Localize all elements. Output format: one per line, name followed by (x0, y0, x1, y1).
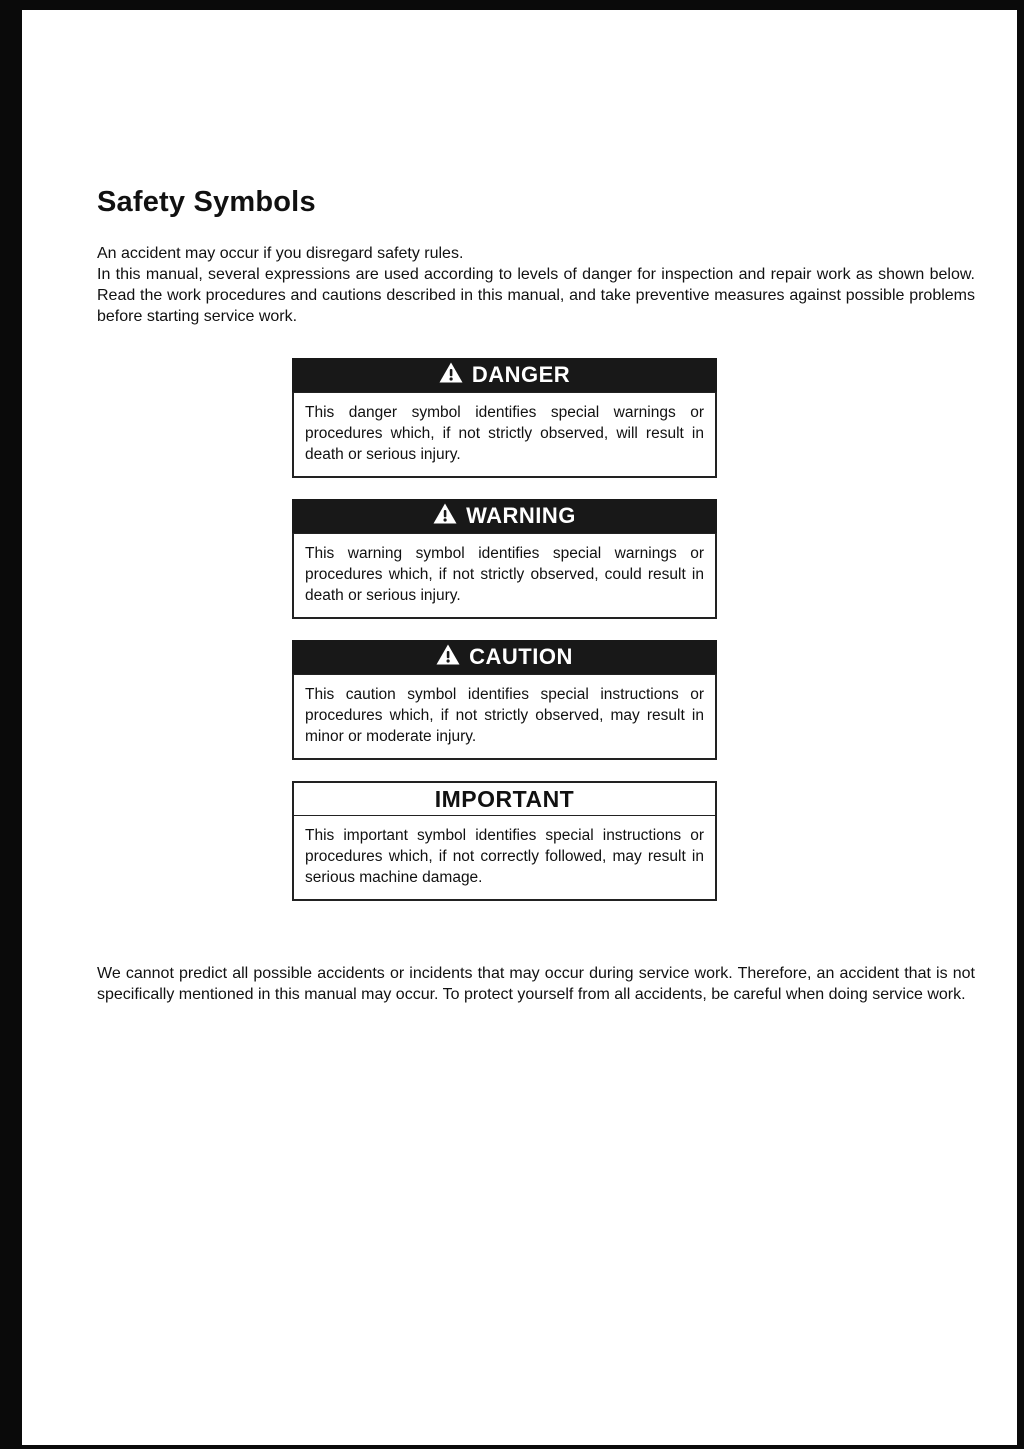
page-edge-bottom (0, 1445, 1024, 1449)
intro-line-1: An accident may occur if you disregard safety rules. (97, 245, 464, 262)
warning-triangle-icon (439, 362, 463, 389)
page-edge-right (1017, 0, 1024, 1449)
warning-sign-header (292, 499, 717, 533)
warning-sign-body: This warning symbol identifies special warnings or procedures which, if not strictly observed, could result in death or serious injury. (292, 533, 717, 619)
caution-sign-body: This caution symbol identifies special instructions or procedures which, if not strictly observed, may result in minor or moderate injury. (292, 674, 717, 760)
danger-sign-body: This danger symbol identifies special warnings or procedures which, if not strictly observed, will result in death or serious injury. (292, 392, 717, 478)
important-sign-header (292, 781, 717, 815)
important-sign-box (292, 781, 717, 901)
important-sign-body: This important symbol identifies special instructions or procedures which, if not correctly followed, may result in serious machine damage. (292, 815, 717, 901)
warning-sign-title: WARNING (466, 503, 576, 528)
caution-sign-box (292, 640, 717, 760)
danger-sign-header (292, 358, 717, 392)
intro-paragraph (97, 243, 975, 327)
page-content (97, 0, 975, 1005)
important-sign-title: IMPORTANT (434, 785, 575, 812)
page-edge-left (0, 0, 22, 1449)
closing-paragraph: We cannot predict all possible accidents or incidents that may occur during service work. Therefore, an accident that is not specifically mentioned in this manual may occur. To protect yourself from all accidents, be careful when doing service work. (97, 965, 975, 1003)
safety-sign-list (292, 358, 717, 901)
intro-line-2: In this manual, several expressions are used according to levels of danger for inspection and repair work as shown below. Read the work procedures and cautions described in this manual, and take preventive measures against possible problems before starting service work. (97, 266, 975, 325)
danger-sign-box (292, 358, 717, 478)
danger-sign-title: DANGER (471, 362, 571, 387)
warning-triangle-icon (436, 644, 460, 671)
warning-sign-box (292, 499, 717, 619)
caution-sign-header (292, 640, 717, 674)
caution-sign-title: CAUTION (469, 644, 573, 669)
warning-triangle-icon (433, 503, 457, 530)
page-title: Safety Symbols (97, 186, 316, 218)
